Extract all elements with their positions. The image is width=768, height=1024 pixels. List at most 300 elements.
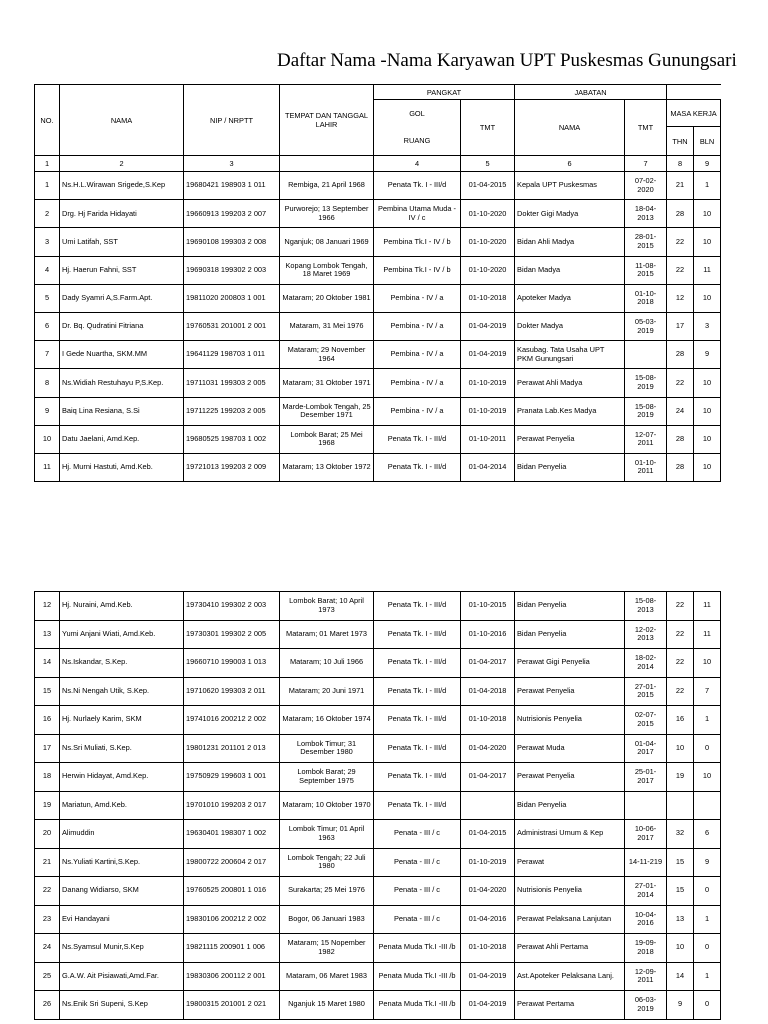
cell-tempat-tanggal-lahir: Rembiga, 21 April 1968: [280, 172, 374, 200]
table-row: [35, 369, 721, 397]
column-number-row: [35, 156, 721, 172]
cell-pangkat-gol-ruang: Pembina - IV / a: [374, 341, 461, 369]
cell-masa-kerja-thn: 22: [667, 256, 694, 284]
cell-jabatan-tmt: 11-08-2015: [625, 256, 667, 284]
cell-tempat-tanggal-lahir: Mataram; 16 Oktober 1974: [280, 706, 374, 735]
cell-jabatan-nama: Dokter Madya: [515, 312, 625, 340]
cell-tempat-tanggal-lahir: Lombok Timur; 01 April 1963: [280, 820, 374, 849]
cell-nip: 19811020 200803 1 001: [184, 284, 280, 312]
cell-jabatan-nama: Perawat Penyelia: [515, 677, 625, 706]
cell-pangkat-tmt: 01-04-2020: [461, 734, 515, 763]
cell-jabatan-tmt: 15-08-2019: [625, 397, 667, 425]
cell-jabatan-tmt: 01-10-2018: [625, 284, 667, 312]
cell-pangkat-gol-ruang: Pembina - IV / a: [374, 284, 461, 312]
cell-jabatan-nama: Kepala UPT Puskesmas: [515, 172, 625, 200]
cell-jabatan-nama: Bidan Penyelia: [515, 592, 625, 621]
cell-no: 9: [35, 397, 60, 425]
cell-pangkat-tmt: 01-04-2019: [461, 991, 515, 1020]
cell-jabatan-tmt: [625, 791, 667, 820]
cell-masa-kerja-bln: 0: [694, 877, 721, 906]
cell-tempat-tanggal-lahir: Surakarta; 25 Mei 1976: [280, 877, 374, 906]
cell-tempat-tanggal-lahir: Mataram; 31 Oktober 1971: [280, 369, 374, 397]
table-row: [35, 620, 721, 649]
cell-nip: 19641129 198703 1 011: [184, 341, 280, 369]
cell-pangkat-tmt: 01-10-2020: [461, 228, 515, 256]
cell-no: 2: [35, 200, 60, 228]
cell-nama: G.A.W. Ait Pisiawati,Amd.Far.: [60, 962, 184, 991]
cell-pangkat-tmt: 01-04-2015: [461, 172, 515, 200]
cell-masa-kerja-thn: 24: [667, 397, 694, 425]
cell-pangkat-gol-ruang: Penata Tk. I - III/d: [374, 649, 461, 678]
cell-tempat-tanggal-lahir: Mataram; 29 November 1964: [280, 341, 374, 369]
cell-no: 15: [35, 677, 60, 706]
cell-pangkat-tmt: 01-04-2016: [461, 905, 515, 934]
cell-jabatan-tmt: 05-03-2019: [625, 312, 667, 340]
table-row: [35, 877, 721, 906]
cell-nip: 19630401 198307 1 002: [184, 820, 280, 849]
table-row: [35, 791, 721, 820]
table-row: [35, 284, 721, 312]
cell-jabatan-nama: Kasubag. Tata Usaha UPT PKM Gunungsari: [515, 341, 625, 369]
cell-pangkat-tmt: 01-10-2020: [461, 200, 515, 228]
cell-pangkat-gol-ruang: Pembina Utama Muda - IV / c: [374, 200, 461, 228]
table-row: [35, 172, 721, 200]
cell-no: 6: [35, 312, 60, 340]
cell-jabatan-tmt: 14-11-219: [625, 848, 667, 877]
cell-masa-kerja-bln: 1: [694, 172, 721, 200]
cell-no: 14: [35, 649, 60, 678]
cell-tempat-tanggal-lahir: Mataram; 01 Maret 1973: [280, 620, 374, 649]
cell-nama: Herwin Hidayat, Amd.Kep.: [60, 763, 184, 792]
cell-nama: Dr. Bq. Qudratini Fitriana: [60, 312, 184, 340]
cell-pangkat-tmt: 01-10-2019: [461, 397, 515, 425]
cell-masa-kerja-bln: 11: [694, 592, 721, 621]
cell-masa-kerja-bln: 0: [694, 991, 721, 1020]
employee-table-part-2: [34, 591, 721, 1020]
cell-no: 16: [35, 706, 60, 735]
page-title: Daftar Nama -Nama Karyawan UPT Puskesmas Gunungsari: [277, 50, 737, 71]
table-row: [35, 341, 721, 369]
cell-pangkat-tmt: 01-04-2014: [461, 453, 515, 481]
cell-jabatan-nama: Perawat Penyelia: [515, 763, 625, 792]
cell-nip: 19660913 199203 2 007: [184, 200, 280, 228]
cell-masa-kerja-thn: 22: [667, 649, 694, 678]
cell-pangkat-tmt: 01-04-2018: [461, 677, 515, 706]
header-no: NO.: [35, 85, 60, 156]
cell-jabatan-nama: Perawat Ahli Madya: [515, 369, 625, 397]
cell-tempat-tanggal-lahir: Mataram; 20 Oktober 1981: [280, 284, 374, 312]
table-row: [35, 763, 721, 792]
cell-nip: 19800722 200604 2 017: [184, 848, 280, 877]
cell-tempat-tanggal-lahir: Purworejo; 13 September 1966: [280, 200, 374, 228]
cell-jabatan-tmt: 15-08-2013: [625, 592, 667, 621]
cell-tempat-tanggal-lahir: Mataram, 06 Maret 1983: [280, 962, 374, 991]
cell-masa-kerja-thn: 13: [667, 905, 694, 934]
cell-masa-kerja-bln: 1: [694, 706, 721, 735]
header-nama: NAMA: [60, 85, 184, 156]
cell-jabatan-tmt: 12-09-2011: [625, 962, 667, 991]
cell-pangkat-tmt: 01-10-2018: [461, 934, 515, 963]
table-row: [35, 962, 721, 991]
table-row: [35, 453, 721, 481]
cell-jabatan-nama: Perawat Penyelia: [515, 425, 625, 453]
cell-jabatan-nama: Bidan Ahli Madya: [515, 228, 625, 256]
header-ruang: RUANG: [374, 127, 461, 156]
cell-pangkat-gol-ruang: Pembina Tk.I - IV / b: [374, 256, 461, 284]
cell-no: 22: [35, 877, 60, 906]
cell-jabatan-tmt: 28-01-2015: [625, 228, 667, 256]
cell-no: 12: [35, 592, 60, 621]
cell-jabatan-tmt: 06-03-2019: [625, 991, 667, 1020]
cell-jabatan-nama: Nutrisionis Penyelia: [515, 877, 625, 906]
cell-pangkat-gol-ruang: Penata Muda Tk.I -III /b: [374, 991, 461, 1020]
cell-jabatan-nama: Perawat Muda: [515, 734, 625, 763]
cell-masa-kerja-thn: 22: [667, 369, 694, 397]
cell-jabatan-nama: Bidan Penyelia: [515, 791, 625, 820]
cell-nama: Datu Jaelani, Amd.Kep.: [60, 425, 184, 453]
cell-tempat-tanggal-lahir: Mataram; 10 Juli 1966: [280, 649, 374, 678]
cell-pangkat-gol-ruang: Penata Tk. I - III/d: [374, 791, 461, 820]
cell-jabatan-nama: Ast.Apoteker Pelaksana Lanj.: [515, 962, 625, 991]
cell-masa-kerja-bln: 10: [694, 200, 721, 228]
cell-masa-kerja-bln: [694, 791, 721, 820]
cell-pangkat-gol-ruang: Pembina - IV / a: [374, 397, 461, 425]
cell-pangkat-gol-ruang: Penata - III / c: [374, 905, 461, 934]
cell-masa-kerja-thn: 28: [667, 425, 694, 453]
cell-pangkat-tmt: 01-10-2011: [461, 425, 515, 453]
cell-jabatan-tmt: 12-07-2011: [625, 425, 667, 453]
cell-nama: Ns.Iskandar, S.Kep.: [60, 649, 184, 678]
column-number: 1: [35, 156, 60, 172]
cell-pangkat-tmt: [461, 791, 515, 820]
cell-jabatan-tmt: 12-02-2013: [625, 620, 667, 649]
cell-nip: 19760525 200801 1 016: [184, 877, 280, 906]
cell-masa-kerja-thn: 22: [667, 620, 694, 649]
cell-nip: 19730410 199302 2 003: [184, 592, 280, 621]
cell-masa-kerja-bln: 10: [694, 425, 721, 453]
header-bln: BLN: [694, 127, 721, 156]
header-jabatan-tmt: TMT: [625, 100, 667, 156]
cell-tempat-tanggal-lahir: Lombok Barat; 25 Mei 1968: [280, 425, 374, 453]
cell-masa-kerja-bln: 11: [694, 620, 721, 649]
cell-masa-kerja-thn: 21: [667, 172, 694, 200]
cell-jabatan-nama: Administrasi Umum & Kep: [515, 820, 625, 849]
header-gol: GOL: [374, 100, 461, 127]
cell-nip: 19690318 199302 2 003: [184, 256, 280, 284]
cell-jabatan-tmt: 27-01-2014: [625, 877, 667, 906]
table-body-part-2: [35, 592, 721, 1020]
cell-nip: 19830306 200112 2 001: [184, 962, 280, 991]
cell-pangkat-gol-ruang: Pembina Tk.I - IV / b: [374, 228, 461, 256]
cell-masa-kerja-bln: 1: [694, 905, 721, 934]
column-number: 4: [374, 156, 461, 172]
cell-jabatan-tmt: 19-09-2018: [625, 934, 667, 963]
cell-nip: 19660710 199003 1 013: [184, 649, 280, 678]
cell-nip: 19721013 199203 2 009: [184, 453, 280, 481]
cell-masa-kerja-bln: 10: [694, 763, 721, 792]
cell-jabatan-tmt: 07-02-2020: [625, 172, 667, 200]
cell-jabatan-tmt: 15-08-2019: [625, 369, 667, 397]
cell-nama: Ns.Ni Nengah Utik, S.Kep.: [60, 677, 184, 706]
cell-no: 5: [35, 284, 60, 312]
cell-no: 18: [35, 763, 60, 792]
cell-nip: 19801231 201101 2 013: [184, 734, 280, 763]
cell-pangkat-gol-ruang: Penata Tk. I - III/d: [374, 425, 461, 453]
cell-pangkat-gol-ruang: Pembina - IV / a: [374, 312, 461, 340]
table-row: [35, 649, 721, 678]
header-pangkat-tmt: TMT: [461, 100, 515, 156]
cell-pangkat-tmt: 01-10-2018: [461, 706, 515, 735]
cell-jabatan-tmt: 10-04-2016: [625, 905, 667, 934]
column-number: 3: [184, 156, 280, 172]
cell-nama: Hj. Nuraini, Amd.Keb.: [60, 592, 184, 621]
cell-nip: 19711031 199303 2 005: [184, 369, 280, 397]
cell-pangkat-gol-ruang: Penata - III / c: [374, 848, 461, 877]
cell-no: 24: [35, 934, 60, 963]
cell-nama: Evi Handayani: [60, 905, 184, 934]
cell-pangkat-gol-ruang: Penata Tk. I - III/d: [374, 453, 461, 481]
cell-no: 13: [35, 620, 60, 649]
cell-jabatan-tmt: 01-04-2017: [625, 734, 667, 763]
cell-no: 17: [35, 734, 60, 763]
column-number: 2: [60, 156, 184, 172]
cell-nip: 19760531 201001 2 001: [184, 312, 280, 340]
cell-masa-kerja-bln: 3: [694, 312, 721, 340]
table-row: [35, 820, 721, 849]
cell-masa-kerja-thn: 12: [667, 284, 694, 312]
header-jabatan-nama: NAMA: [515, 100, 625, 156]
table-row: [35, 677, 721, 706]
cell-pangkat-gol-ruang: Penata Muda Tk.I -III /b: [374, 962, 461, 991]
cell-nip: 19710620 199303 2 011: [184, 677, 280, 706]
cell-no: 10: [35, 425, 60, 453]
cell-tempat-tanggal-lahir: Lombok Tengah; 22 Juli 1980: [280, 848, 374, 877]
cell-masa-kerja-thn: 10: [667, 934, 694, 963]
cell-pangkat-tmt: 01-04-2019: [461, 341, 515, 369]
cell-jabatan-nama: Pranata Lab.Kes Madya: [515, 397, 625, 425]
cell-jabatan-tmt: 27-01-2015: [625, 677, 667, 706]
cell-tempat-tanggal-lahir: Marde-Lombok Tengah, 25 Desember 1971: [280, 397, 374, 425]
header-tempat-tanggal-lahir: TEMPAT DAN TANGGAL LAHIR: [280, 85, 374, 156]
cell-masa-kerja-thn: 22: [667, 677, 694, 706]
column-number: 8: [667, 156, 694, 172]
cell-tempat-tanggal-lahir: Mataram; 15 Nopember 1982: [280, 934, 374, 963]
cell-masa-kerja-bln: 10: [694, 397, 721, 425]
cell-nip: 19800315 201001 2 021: [184, 991, 280, 1020]
cell-nip: 19680421 198903 1 011: [184, 172, 280, 200]
header-thn: THN: [667, 127, 694, 156]
column-number: [280, 156, 374, 172]
cell-nip: 19701010 199203 2 017: [184, 791, 280, 820]
cell-masa-kerja-bln: 6: [694, 820, 721, 849]
cell-masa-kerja-thn: 32: [667, 820, 694, 849]
table-row: [35, 905, 721, 934]
cell-pangkat-tmt: 01-04-2020: [461, 877, 515, 906]
cell-tempat-tanggal-lahir: Mataram, 31 Mei 1976: [280, 312, 374, 340]
cell-nip: 19750929 199603 1 001: [184, 763, 280, 792]
cell-jabatan-tmt: 18-04-2013: [625, 200, 667, 228]
table-row: [35, 848, 721, 877]
cell-pangkat-tmt: 01-10-2015: [461, 592, 515, 621]
cell-pangkat-tmt: 01-04-2017: [461, 763, 515, 792]
cell-jabatan-nama: Dokter Gigi Madya: [515, 200, 625, 228]
cell-pangkat-tmt: 01-04-2017: [461, 649, 515, 678]
table-row: [35, 592, 721, 621]
employee-table-part-1: [34, 84, 721, 482]
cell-no: 11: [35, 453, 60, 481]
cell-pangkat-tmt: 01-10-2018: [461, 284, 515, 312]
cell-jabatan-tmt: [625, 341, 667, 369]
cell-jabatan-tmt: 02-07-2015: [625, 706, 667, 735]
cell-jabatan-tmt: 18-02-2014: [625, 649, 667, 678]
cell-jabatan-nama: Perawat: [515, 848, 625, 877]
cell-tempat-tanggal-lahir: Mataram; 13 Oktober 1972: [280, 453, 374, 481]
cell-pangkat-gol-ruang: Penata Tk. I - III/d: [374, 706, 461, 735]
cell-tempat-tanggal-lahir: Nganjuk 15 Maret 1980: [280, 991, 374, 1020]
cell-tempat-tanggal-lahir: Lombok Barat; 29 September 1975: [280, 763, 374, 792]
cell-nama: Mariatun, Amd.Keb.: [60, 791, 184, 820]
cell-masa-kerja-bln: 7: [694, 677, 721, 706]
cell-masa-kerja-bln: 10: [694, 453, 721, 481]
cell-jabatan-nama: Nutrisionis Penyelia: [515, 706, 625, 735]
cell-tempat-tanggal-lahir: Lombok Barat; 10 April 1973: [280, 592, 374, 621]
cell-no: 25: [35, 962, 60, 991]
header-pangkat: PANGKAT: [374, 85, 515, 100]
cell-masa-kerja-thn: 22: [667, 228, 694, 256]
cell-masa-kerja-bln: 10: [694, 649, 721, 678]
table-row: [35, 397, 721, 425]
cell-masa-kerja-thn: 14: [667, 962, 694, 991]
table-row: [35, 425, 721, 453]
table-row: [35, 991, 721, 1020]
cell-jabatan-nama: Apoteker Madya: [515, 284, 625, 312]
cell-nama: Alimuddin: [60, 820, 184, 849]
cell-masa-kerja-thn: 10: [667, 734, 694, 763]
cell-tempat-tanggal-lahir: Mataram; 10 Oktober 1970: [280, 791, 374, 820]
cell-pangkat-tmt: 01-04-2019: [461, 312, 515, 340]
cell-tempat-tanggal-lahir: Nganjuk; 08 Januari 1969: [280, 228, 374, 256]
table-row: [35, 200, 721, 228]
cell-pangkat-gol-ruang: Penata Tk. I - III/d: [374, 677, 461, 706]
cell-masa-kerja-thn: 17: [667, 312, 694, 340]
header-jabatan: JABATAN: [515, 85, 667, 100]
cell-masa-kerja-thn: [667, 791, 694, 820]
cell-nama: Ns.Enik Sri Supeni, S.Kep: [60, 991, 184, 1020]
cell-no: 4: [35, 256, 60, 284]
cell-pangkat-gol-ruang: Penata Tk. I - III/d: [374, 592, 461, 621]
cell-pangkat-tmt: 01-10-2016: [461, 620, 515, 649]
cell-tempat-tanggal-lahir: Mataram; 20 Juni 1971: [280, 677, 374, 706]
cell-pangkat-gol-ruang: Penata - III / c: [374, 877, 461, 906]
cell-pangkat-gol-ruang: Penata Tk. I - III/d: [374, 172, 461, 200]
cell-pangkat-tmt: 01-04-2015: [461, 820, 515, 849]
header-nip: NIP / NRPTT: [184, 85, 280, 156]
cell-jabatan-tmt: 10-06-2017: [625, 820, 667, 849]
cell-no: 23: [35, 905, 60, 934]
column-number: 5: [461, 156, 515, 172]
column-number: 6: [515, 156, 625, 172]
cell-no: 8: [35, 369, 60, 397]
cell-masa-kerja-bln: 1: [694, 962, 721, 991]
cell-masa-kerja-thn: 22: [667, 592, 694, 621]
cell-masa-kerja-thn: 16: [667, 706, 694, 735]
table-body-part-1: [35, 172, 721, 482]
table-row: [35, 228, 721, 256]
cell-masa-kerja-thn: 28: [667, 453, 694, 481]
cell-pangkat-gol-ruang: Penata Tk. I - III/d: [374, 620, 461, 649]
cell-nama: Danang Widiarso, SKM: [60, 877, 184, 906]
cell-no: 3: [35, 228, 60, 256]
cell-jabatan-nama: Perawat Pertama: [515, 991, 625, 1020]
cell-pangkat-gol-ruang: Pembina - IV / a: [374, 369, 461, 397]
cell-no: 19: [35, 791, 60, 820]
table-row: [35, 706, 721, 735]
cell-jabatan-nama: Perawat Gigi Penyelia: [515, 649, 625, 678]
cell-pangkat-tmt: 01-10-2019: [461, 369, 515, 397]
table-row: [35, 256, 721, 284]
cell-no: 1: [35, 172, 60, 200]
cell-masa-kerja-bln: 10: [694, 228, 721, 256]
cell-nama: Ns.Syamsul Munir,S.Kep: [60, 934, 184, 963]
cell-nama: Hj. Nurlaely Karim, SKM: [60, 706, 184, 735]
cell-nama: Ns.H.L.Wirawan Srigede,S.Kep: [60, 172, 184, 200]
cell-pangkat-gol-ruang: Penata Muda Tk.I -III /b: [374, 934, 461, 963]
cell-nama: Dady Syamri A,S.Farm.Apt.: [60, 284, 184, 312]
cell-masa-kerja-bln: 11: [694, 256, 721, 284]
column-number: 7: [625, 156, 667, 172]
cell-nip: 19830106 200212 2 002: [184, 905, 280, 934]
table-row: [35, 934, 721, 963]
cell-masa-kerja-bln: 10: [694, 284, 721, 312]
cell-pangkat-gol-ruang: Penata Tk. I - III/d: [374, 734, 461, 763]
cell-pangkat-tmt: 01-10-2019: [461, 848, 515, 877]
cell-nama: Drg. Hj Farida Hidayati: [60, 200, 184, 228]
cell-nip: 19821115 200901 1 006: [184, 934, 280, 963]
cell-nama: Ns.Yuliati Kartini,S.Kep.: [60, 848, 184, 877]
cell-pangkat-gol-ruang: Penata - III / c: [374, 820, 461, 849]
cell-nama: Baiq Lina Resiana, S.Si: [60, 397, 184, 425]
cell-tempat-tanggal-lahir: Bogor, 06 Januari 1983: [280, 905, 374, 934]
cell-masa-kerja-thn: 9: [667, 991, 694, 1020]
table-row: [35, 734, 721, 763]
header-masa-kerja: MASA KERJA: [667, 100, 721, 127]
cell-tempat-tanggal-lahir: Lombok Timur; 31 Desember 1980: [280, 734, 374, 763]
cell-masa-kerja-bln: 0: [694, 934, 721, 963]
cell-nip: 19680525 198703 1 002: [184, 425, 280, 453]
cell-pangkat-gol-ruang: Penata Tk. I - III/d: [374, 763, 461, 792]
cell-masa-kerja-thn: 15: [667, 848, 694, 877]
table-row: [35, 312, 721, 340]
cell-jabatan-nama: Bidan Madya: [515, 256, 625, 284]
cell-nama: I Gede Nuartha, SKM.MM: [60, 341, 184, 369]
cell-nip: 19741016 200212 2 002: [184, 706, 280, 735]
column-number: 9: [694, 156, 721, 172]
cell-nama: Umi Latifah, SST: [60, 228, 184, 256]
cell-masa-kerja-bln: 9: [694, 341, 721, 369]
cell-masa-kerja-bln: 0: [694, 734, 721, 763]
cell-masa-kerja-thn: 28: [667, 200, 694, 228]
cell-nip: 19690108 199303 2 008: [184, 228, 280, 256]
cell-tempat-tanggal-lahir: Kopang Lombok Tengah, 18 Maret 1969: [280, 256, 374, 284]
cell-masa-kerja-thn: 28: [667, 341, 694, 369]
cell-masa-kerja-bln: 10: [694, 369, 721, 397]
cell-jabatan-nama: Bidan Penyelia: [515, 620, 625, 649]
cell-nama: Ns.Sri Muliati, S.Kep.: [60, 734, 184, 763]
cell-jabatan-nama: Bidan Penyelia: [515, 453, 625, 481]
cell-nip: 19711225 199203 2 005: [184, 397, 280, 425]
cell-pangkat-tmt: 01-04-2019: [461, 962, 515, 991]
cell-nama: Yumi Anjani Wiati, Amd.Keb.: [60, 620, 184, 649]
